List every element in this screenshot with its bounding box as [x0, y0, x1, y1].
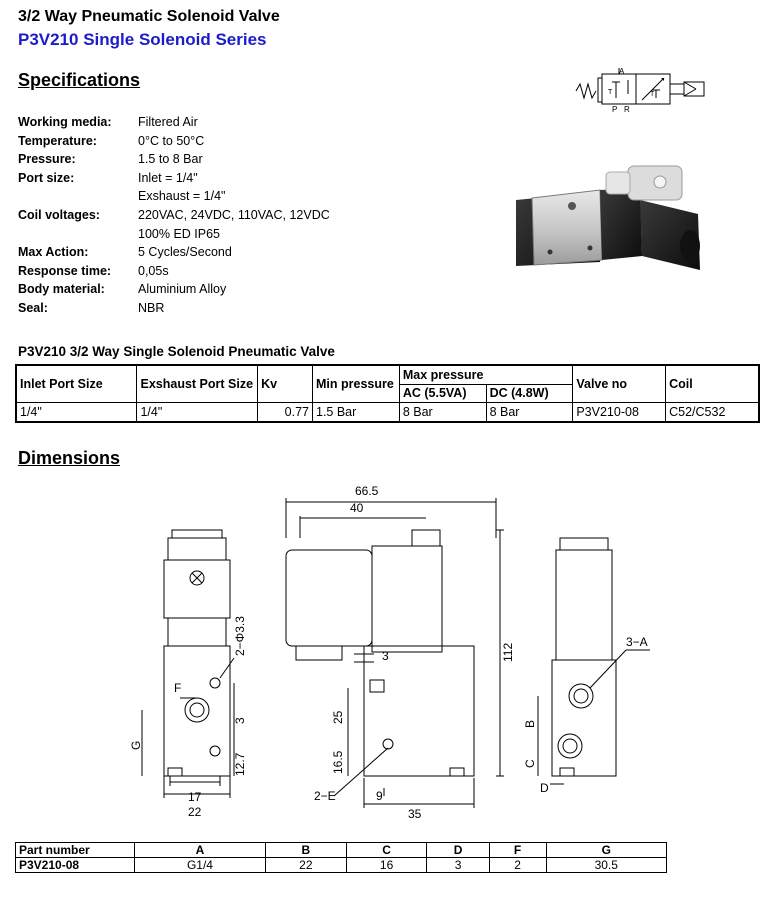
valve-body — [516, 166, 700, 270]
spec-label: Max Action: — [18, 245, 89, 260]
product-photo — [510, 160, 710, 285]
header-coil: Coil — [666, 365, 759, 403]
spec-label: Working media: — [18, 115, 112, 129]
spec-label: Response time: — [18, 263, 112, 278]
symbol-port-p: P — [612, 105, 618, 114]
spec-value: 0°C to 50°C — [138, 133, 205, 148]
left-view — [142, 530, 234, 798]
symbol-mark-t2: T — [650, 91, 655, 98]
header-c: C — [346, 843, 427, 858]
cell-inlet: 1/4" — [16, 403, 137, 423]
spec-label: Port size: — [18, 170, 75, 185]
spec-row — [18, 262, 330, 281]
spring-symbol — [576, 84, 596, 98]
cell-g: 30.5 — [546, 858, 666, 873]
spec-value: Filtered Air — [138, 115, 198, 129]
valve-symbol-diagram — [572, 66, 722, 116]
dim-9: 9 — [376, 789, 383, 803]
page-title: 3/2 Way Pneumatic Solenoid Valve — [18, 8, 280, 25]
specifications-heading: Specifications — [18, 70, 141, 90]
dimension-drawing — [120, 478, 680, 826]
front-view — [286, 498, 504, 808]
spec-row — [18, 299, 330, 318]
spec-row — [18, 113, 330, 132]
spec-value: Inlet = 1/4" — [138, 170, 198, 185]
valve-table-title: P3V210 3/2 Way Single Solenoid Pneumatic Valve — [18, 344, 335, 359]
header-ac: AC (5.5VA) — [399, 384, 486, 403]
spec-value: 0,05s — [138, 263, 169, 278]
spec-label — [18, 225, 138, 244]
dim-3-front: 3 — [382, 649, 389, 663]
dim-d: D — [540, 781, 549, 795]
dim-25: 25 — [331, 710, 345, 724]
spec-value: 220VAC, 24VDC, 110VAC, 12VDC — [138, 207, 330, 222]
header-kv: Kv — [258, 365, 313, 403]
dim-112: 112 — [501, 642, 515, 662]
dim-17: 17 — [188, 790, 202, 804]
spec-row — [18, 280, 330, 299]
valve-table-header-row — [16, 365, 759, 384]
spec-label: Coil voltages: — [18, 207, 100, 222]
dim-66-5: 66.5 — [355, 484, 379, 498]
side-view — [538, 538, 650, 784]
header-d: D — [427, 843, 489, 858]
cell-min-pressure: 1.5 Bar — [313, 403, 400, 423]
spec-row — [18, 243, 330, 262]
header-inlet: Inlet Port Size — [16, 365, 137, 403]
spec-label: Pressure: — [18, 152, 76, 167]
spec-label: Temperature: — [18, 133, 97, 148]
dim-2-e: 2−E — [314, 789, 336, 803]
spec-row — [18, 225, 330, 244]
table-row — [16, 403, 759, 423]
spec-row — [18, 187, 330, 206]
symbol-port-a: A — [619, 67, 625, 76]
cell-part-number: P3V210-08 — [16, 858, 135, 873]
spec-value: 5 Cycles/Second — [138, 245, 232, 260]
cell-kv: 0.77 — [258, 403, 313, 423]
symbol-mark-t1: T — [608, 89, 613, 96]
spec-value: Exshaust = 1/4" — [138, 189, 226, 204]
dim-40: 40 — [350, 501, 364, 515]
dim-22: 22 — [188, 805, 202, 819]
header-a: A — [135, 843, 266, 858]
spec-value: NBR — [138, 300, 165, 315]
header-exhaust: Exshaust Port Size — [137, 365, 258, 403]
symbol-port-r: R — [624, 105, 630, 114]
header-b: B — [265, 843, 346, 858]
header-valve-no: Valve no — [573, 365, 666, 403]
dim-b: B — [523, 719, 537, 728]
header-part-number: Part number — [16, 843, 135, 858]
dim-12-7: 12.7 — [233, 752, 247, 776]
spec-value: 100% ED IP65 — [138, 226, 220, 241]
header-g: G — [546, 843, 666, 858]
spec-row — [18, 206, 330, 225]
spec-value: 1.5 to 8 Bar — [138, 152, 203, 167]
header-dc: DC (4.8W) — [486, 384, 573, 403]
table-row — [16, 858, 667, 873]
cell-c: 16 — [346, 858, 427, 873]
dim-g: G — [129, 740, 143, 750]
cell-ac: 8 Bar — [399, 403, 486, 423]
cell-valve-no: P3V210-08 — [573, 403, 666, 423]
dim-3-a: 3−A — [626, 635, 648, 649]
spec-value: Aluminium Alloy — [138, 282, 227, 297]
cell-b: 22 — [265, 858, 346, 873]
dim-3-left: 3 — [233, 717, 247, 724]
cell-d: 3 — [427, 858, 489, 873]
dim-2-phi-3-3: 2−Φ3.3 — [233, 616, 247, 656]
part-table-header-row — [16, 843, 667, 858]
dim-35: 35 — [408, 807, 422, 821]
header-f: F — [489, 843, 546, 858]
header-max-pressure: Max pressure — [399, 365, 573, 384]
part-table — [15, 842, 667, 873]
header-min-pressure: Min pressure — [313, 365, 400, 403]
page-subtitle: P3V210 Single Solenoid Series — [18, 30, 267, 49]
cell-a: G1/4 — [135, 858, 266, 873]
dim-c: C — [523, 759, 537, 768]
spec-list — [18, 113, 330, 318]
dim-16-5: 16.5 — [331, 750, 345, 774]
spec-row — [18, 169, 330, 188]
cell-coil: C52/C532 — [666, 403, 759, 423]
cell-f: 2 — [489, 858, 546, 873]
dimensions-heading: Dimensions — [18, 448, 121, 468]
dim-f: F — [174, 681, 182, 695]
spec-row — [18, 150, 330, 169]
spec-label — [18, 187, 138, 206]
spec-label: Seal: — [18, 300, 48, 315]
spec-label: Body material: — [18, 282, 105, 297]
cell-dc: 8 Bar — [486, 403, 573, 423]
spec-row — [18, 132, 330, 151]
cell-exhaust: 1/4" — [137, 403, 258, 423]
valve-table — [15, 364, 760, 423]
